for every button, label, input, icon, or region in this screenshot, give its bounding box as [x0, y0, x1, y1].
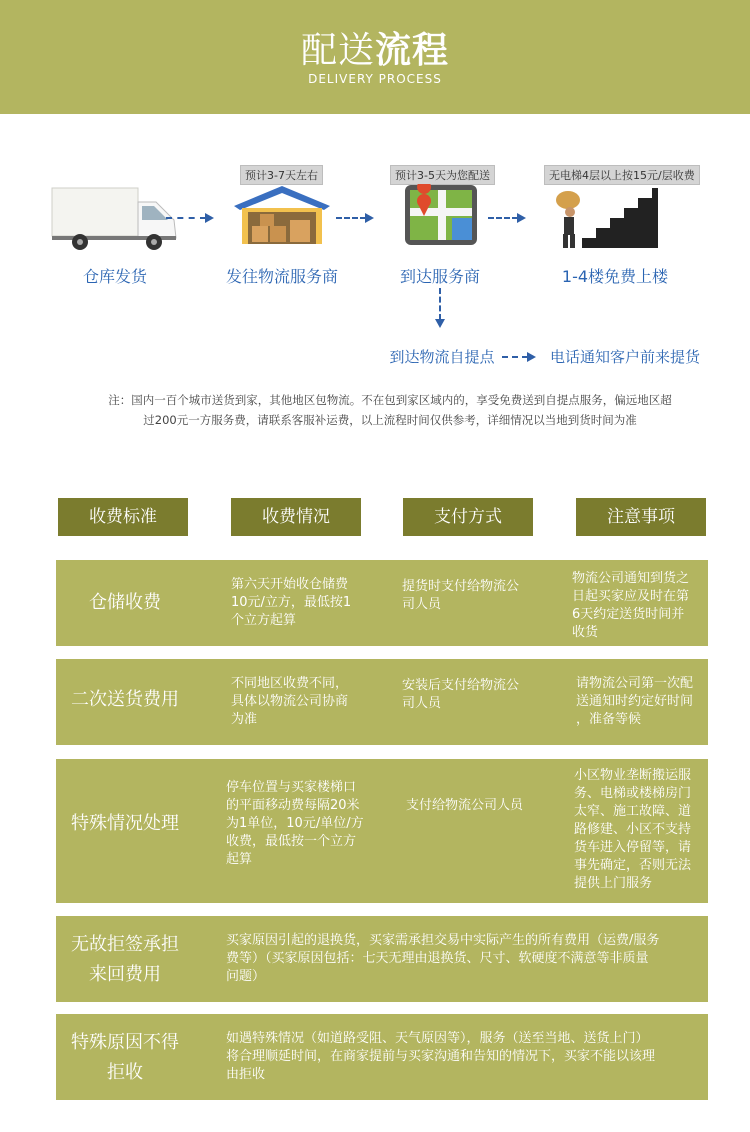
fee-row-refusal — [56, 916, 708, 1002]
row-text: 买家原因引起的退换货，买家需承担交易中实际产生的所有费用（运费/服务 费等）（买家原因包括：七天无理由退换货、尺寸、软硬度不满意等非质量 问题） — [226, 933, 660, 984]
row-label: 特殊情况处理 — [71, 813, 179, 834]
fee-row-second-delivery — [56, 659, 708, 745]
row-label: 二次送货费用 — [71, 689, 179, 710]
header-notes: 注意事项 — [576, 498, 706, 536]
header-banner — [0, 0, 750, 114]
stairs-icon — [552, 182, 660, 250]
warehouse-icon — [232, 184, 332, 246]
row-note: 物流公司通知到货之 日起买家应及时在第 6天约定送货时间并 收货 — [572, 571, 690, 640]
row-note: 小区物业垄断搬运服 务、电梯或楼梯房门 太窄、施工故障、道 路修建、小区不支持 货车进入停留等，请 事先确定，否则无法 提供上门服务 — [574, 768, 692, 891]
stage-tag-delivery: 预计3-5天为您配送 — [390, 165, 495, 185]
stage-label-logistics: 发往物流服务商 — [225, 267, 338, 286]
delivery-note — [90, 390, 690, 430]
row-label: 无故拒签承担 来回费用 — [71, 934, 179, 985]
row-fee: 不同地区收费不同， 具体以物流公司协商 为准 — [231, 676, 349, 727]
map-icon — [404, 184, 478, 246]
row-label: 仓储收费 — [89, 592, 161, 613]
notify-customer-label: 电话通知客户前来提货 — [549, 348, 700, 366]
note-line: 过200元一方服务费，请联系客服补运费，以上流程时间仅供参考，详细情况以当地到货时间为准 — [143, 413, 637, 427]
stage-tag-transit: 预计3-7天左右 — [240, 165, 323, 185]
row-fee: 停车位置与买家楼梯口 的平面移动费每隔20米 为1单位，10元/单位/方 收费，最低按一个立方 起算 — [226, 780, 364, 867]
stage-tag-stairs-fee: 无电梯4层以上按15元/层收费 — [544, 165, 700, 185]
fee-row-storage — [56, 560, 708, 646]
row-payment: 安装后支付给物流公 司人员 — [402, 678, 520, 711]
truck-icon — [50, 186, 180, 252]
flow-arrow — [502, 356, 528, 358]
pickup-point-label: 到达物流自提点 — [389, 348, 495, 366]
flow-arrow — [336, 217, 366, 219]
stage-label-stairs: 1-4楼免费上楼 — [561, 267, 669, 286]
page-subtitle: DELIVERY PROCESS — [308, 72, 442, 86]
row-payment: 提货时支付给物流公 司人员 — [402, 579, 520, 612]
fee-row-special-case — [56, 759, 708, 903]
fee-row-no-reject — [56, 1014, 708, 1100]
flow-arrow — [166, 217, 206, 219]
header-payment: 支付方式 — [403, 498, 533, 536]
row-note: 请物流公司第一次配 送通知时约定好时间 ，准备等候 — [576, 676, 694, 727]
header-fee-detail: 收费情况 — [231, 498, 361, 536]
header-fee-standard: 收费标准 — [58, 498, 188, 536]
stage-label-warehouse: 仓库发货 — [82, 267, 147, 286]
row-text: 如遇特殊情况（如道路受阻、天气原因等），服务（送至当地、送货上门） 将合理顺延时间，在商家提前与买家沟通和告知的情况下，买家不能以该理 由拒收 — [226, 1031, 656, 1082]
row-label: 特殊原因不得 拒收 — [71, 1032, 179, 1083]
stage-label-provider: 到达服务商 — [399, 267, 480, 286]
note-line: 注：国内一百个城市送货到家，其他地区包物流。不在包到家区域内的，享受免费送到自提点服务，偏远地区超 — [108, 393, 672, 407]
flow-arrow — [488, 217, 518, 219]
flow-arrow-down — [439, 288, 441, 320]
page-title: 配送流程 — [300, 30, 450, 71]
row-payment: 支付给物流公司人员 — [406, 798, 524, 813]
row-fee: 第六天开始收仓储费 10元/立方，最低按1 个立方起算 — [231, 577, 352, 628]
